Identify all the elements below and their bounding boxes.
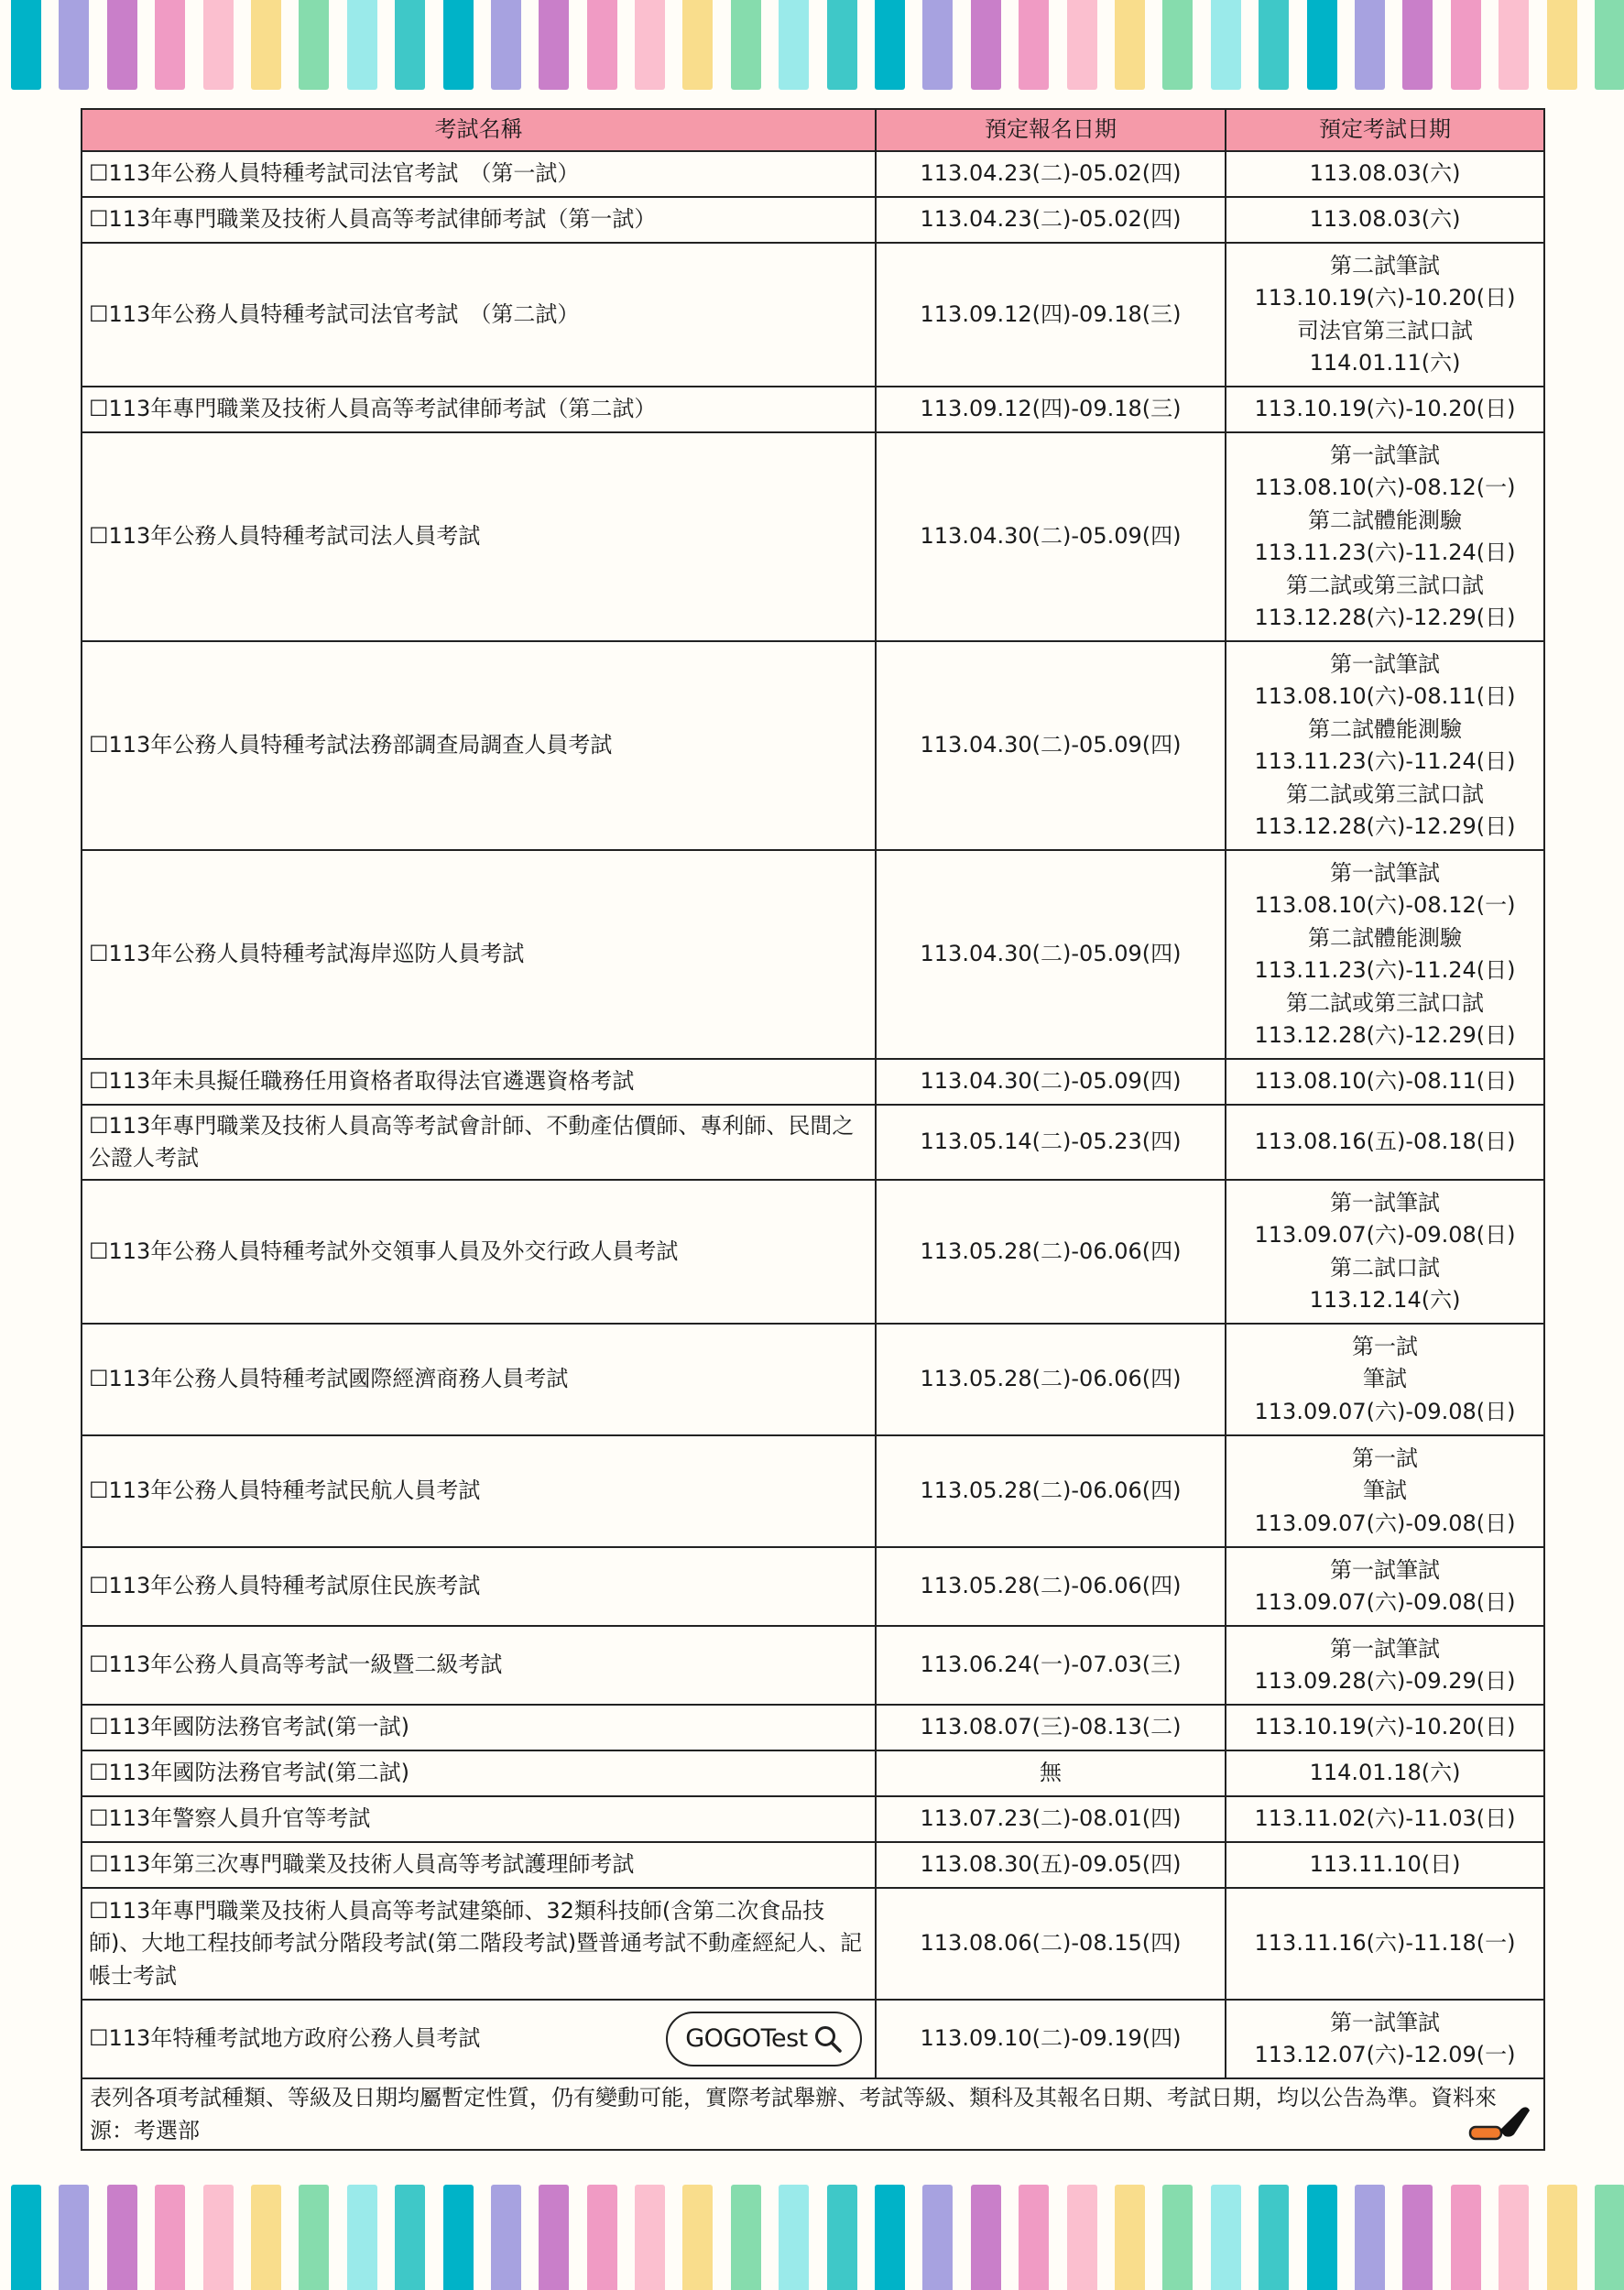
table-row bbox=[82, 1750, 1544, 1796]
exam-name: ☐113年專門職業及技術人員高等考試建築師、32類科技師(含第二次食品技師)、大地工程技師考試分階段考試(第二階段考試)暨普通考試不動產經紀人、記帳士考試 bbox=[89, 1897, 863, 1989]
exam-date-line: 113.11.02(六)-11.03(日) bbox=[1254, 1805, 1516, 1832]
exam-date-line: 113.11.23(六)-11.24(日) bbox=[1254, 540, 1516, 565]
exam-name-cell bbox=[82, 1842, 876, 1888]
decorative-stripe bbox=[1067, 2185, 1097, 2290]
decorative-stripe bbox=[1307, 0, 1337, 90]
decorative-stripe bbox=[1402, 0, 1433, 90]
exam-date-cell bbox=[1226, 197, 1544, 243]
table-row bbox=[82, 1105, 1544, 1180]
decorative-stripe bbox=[971, 0, 1001, 90]
exam-name: ☐113年公務人員特種考試法務部調查局調查人員考試 bbox=[89, 732, 613, 758]
exam-date-line: 第一試筆試 bbox=[1330, 1635, 1440, 1662]
registration-date: 無 bbox=[876, 1750, 1226, 1796]
decorative-stripe bbox=[587, 0, 617, 90]
header-exam-date: 預定考試日期 bbox=[1226, 109, 1544, 151]
exam-date-cell bbox=[1226, 1180, 1544, 1324]
decorative-stripe bbox=[635, 2185, 665, 2290]
decorative-stripe bbox=[11, 0, 41, 90]
exam-date-line: 113.08.03(六) bbox=[1309, 206, 1461, 233]
exam-date-line: 第一試筆試 bbox=[1330, 859, 1440, 886]
exam-date-line: 113.11.23(六)-11.24(日) bbox=[1254, 957, 1516, 983]
registration-date: 113.09.12(四)-09.18(三) bbox=[876, 387, 1226, 432]
pen-icon bbox=[1468, 2103, 1532, 2142]
registration-date: 113.08.30(五)-09.05(四) bbox=[876, 1842, 1226, 1888]
decorative-stripe bbox=[1211, 2185, 1241, 2290]
table-row bbox=[82, 151, 1544, 197]
exam-date-cell bbox=[1226, 243, 1544, 387]
exam-date-cell bbox=[1226, 1888, 1544, 2000]
decorative-stripe bbox=[922, 0, 953, 90]
decorative-stripe bbox=[875, 0, 905, 90]
exam-date-line: 第一試 bbox=[1352, 1445, 1418, 1471]
decorative-stripe bbox=[1547, 2185, 1577, 2290]
registration-date: 113.08.07(三)-08.13(二) bbox=[876, 1705, 1226, 1750]
exam-date-line: 113.10.19(六)-10.20(日) bbox=[1254, 1714, 1516, 1740]
exam-date-line: 113.09.07(六)-09.08(日) bbox=[1254, 1589, 1516, 1615]
decorative-stripe bbox=[1019, 2185, 1049, 2290]
exam-date-line: 第二試或第三試口試 bbox=[1286, 780, 1484, 807]
exam-date-cell bbox=[1226, 432, 1544, 641]
exam-name: ☐113年特種考試地方政府公務人員考試 bbox=[89, 2025, 481, 2052]
registration-date: 113.08.06(二)-08.15(四) bbox=[876, 1888, 1226, 2000]
exam-date-cell bbox=[1226, 1750, 1544, 1796]
decorative-stripe bbox=[1355, 2185, 1385, 2290]
decorative-stripe bbox=[1067, 0, 1097, 90]
exam-date-line: 113.09.07(六)-09.08(日) bbox=[1254, 1510, 1516, 1536]
decorative-stripe bbox=[59, 0, 89, 90]
decorative-stripe bbox=[443, 0, 474, 90]
exam-name: ☐113年公務人員特種考試海岸巡防人員考試 bbox=[89, 941, 525, 967]
registration-date: 113.07.23(二)-08.01(四) bbox=[876, 1796, 1226, 1842]
exam-name-cell bbox=[82, 641, 876, 850]
exam-date-line: 司法官第三試口試 bbox=[1297, 317, 1473, 344]
table-row bbox=[82, 1888, 1544, 2000]
decorative-stripe bbox=[347, 0, 377, 90]
exam-date-line: 第一試筆試 bbox=[1330, 2009, 1440, 2035]
exam-name-cell bbox=[82, 1750, 876, 1796]
registration-date: 113.04.30(二)-05.09(四) bbox=[876, 850, 1226, 1059]
top-stripe-border bbox=[0, 0, 1624, 92]
decorative-stripe bbox=[59, 2185, 89, 2290]
registration-date: 113.05.28(二)-06.06(四) bbox=[876, 1435, 1226, 1547]
exam-date-line: 113.08.16(五)-08.18(日) bbox=[1254, 1129, 1516, 1155]
registration-date: 113.05.28(二)-06.06(四) bbox=[876, 1547, 1226, 1626]
table-row bbox=[82, 387, 1544, 432]
exam-date-line: 第一試筆試 bbox=[1330, 650, 1440, 677]
decorative-stripe bbox=[1451, 2185, 1481, 2290]
decorative-stripe bbox=[587, 2185, 617, 2290]
decorative-stripe bbox=[635, 0, 665, 90]
logo-text: GOGOTest bbox=[685, 2024, 808, 2054]
bottom-stripe-border bbox=[0, 2185, 1624, 2290]
exam-date-line: 第二試口試 bbox=[1330, 1254, 1440, 1281]
exam-date-line: 113.11.23(六)-11.24(日) bbox=[1254, 748, 1516, 774]
registration-date: 113.04.23(二)-05.02(四) bbox=[876, 151, 1226, 197]
exam-name-cell bbox=[82, 197, 876, 243]
decorative-stripe bbox=[1499, 0, 1529, 90]
exam-date-cell bbox=[1226, 1435, 1544, 1547]
decorative-stripe bbox=[299, 2185, 329, 2290]
table-row bbox=[82, 1180, 1544, 1324]
table-row bbox=[82, 1796, 1544, 1842]
exam-date-cell bbox=[1226, 1547, 1544, 1626]
decorative-stripe bbox=[155, 0, 185, 90]
exam-date-line: 113.08.10(六)-08.11(日) bbox=[1254, 683, 1516, 709]
table-row bbox=[82, 1842, 1544, 1888]
exam-date-line: 113.12.14(六) bbox=[1309, 1287, 1461, 1313]
decorative-stripe bbox=[731, 2185, 761, 2290]
table-row bbox=[82, 1435, 1544, 1547]
table-row bbox=[82, 197, 1544, 243]
exam-date-line: 第一試筆試 bbox=[1330, 1556, 1440, 1583]
exam-date-line: 筆試 bbox=[1363, 1366, 1407, 1392]
magnifier-icon bbox=[813, 2024, 843, 2054]
exam-date-line: 113.09.07(六)-09.08(日) bbox=[1254, 1398, 1516, 1424]
table-row bbox=[82, 2000, 1544, 2078]
exam-name-cell bbox=[82, 2000, 876, 2078]
decorative-stripe bbox=[539, 2185, 569, 2290]
exam-name: ☐113年警察人員升官等考試 bbox=[89, 1805, 371, 1832]
decorative-stripe bbox=[1499, 2185, 1529, 2290]
exam-name: ☐113年專門職業及技術人員高等考試律師考試（第一試） bbox=[89, 206, 657, 233]
registration-date: 113.04.23(二)-05.02(四) bbox=[876, 197, 1226, 243]
note-row bbox=[82, 2078, 1544, 2150]
decorative-stripe bbox=[1595, 0, 1624, 90]
decorative-stripe bbox=[731, 0, 761, 90]
exam-date-line: 114.01.18(六) bbox=[1309, 1760, 1461, 1786]
exam-date-line: 113.12.28(六)-12.29(日) bbox=[1254, 1022, 1516, 1048]
decorative-stripe bbox=[1259, 2185, 1289, 2290]
exam-date-line: 113.09.07(六)-09.08(日) bbox=[1254, 1222, 1516, 1248]
decorative-stripe bbox=[251, 2185, 281, 2290]
registration-date: 113.05.28(二)-06.06(四) bbox=[876, 1180, 1226, 1324]
exam-date-line: 113.12.28(六)-12.29(日) bbox=[1254, 605, 1516, 630]
decorative-stripe bbox=[827, 0, 857, 90]
table-row bbox=[82, 432, 1544, 641]
exam-date-cell bbox=[1226, 2000, 1544, 2078]
exam-date-line: 第二試體能測驗 bbox=[1308, 507, 1462, 533]
decorative-stripe bbox=[1595, 2185, 1624, 2290]
exam-name: ☐113年未具擬任職務任用資格者取得法官遴選資格考試 bbox=[89, 1068, 635, 1095]
decorative-stripe bbox=[347, 2185, 377, 2290]
decorative-stripe bbox=[1019, 0, 1049, 90]
exam-name-cell bbox=[82, 1547, 876, 1626]
exam-name-cell bbox=[82, 1435, 876, 1547]
exam-name-cell bbox=[82, 1324, 876, 1435]
exam-date-line: 113.08.03(六) bbox=[1309, 160, 1461, 187]
exam-name: ☐113年公務人員特種考試原住民族考試 bbox=[89, 1573, 481, 1599]
decorative-stripe bbox=[1307, 2185, 1337, 2290]
exam-name: ☐113年國防法務官考試(第二試) bbox=[89, 1760, 410, 1786]
exam-name: ☐113年公務人員特種考試司法官考試 （第二試） bbox=[89, 300, 580, 327]
table-header-row bbox=[82, 109, 1544, 151]
decorative-stripe bbox=[682, 0, 713, 90]
decorative-stripe bbox=[299, 0, 329, 90]
exam-date-line: 113.08.10(六)-08.11(日) bbox=[1254, 1068, 1516, 1095]
decorative-stripe bbox=[395, 0, 425, 90]
exam-date-line: 第二試或第三試口試 bbox=[1286, 572, 1484, 598]
decorative-stripe bbox=[971, 2185, 1001, 2290]
exam-date-line: 第二試或第三試口試 bbox=[1286, 989, 1484, 1016]
note-cell bbox=[82, 2078, 1544, 2150]
exam-name: ☐113年公務人員特種考試外交領事人員及外交行政人員考試 bbox=[89, 1238, 679, 1264]
table-row bbox=[82, 850, 1544, 1059]
exam-name: ☐113年第三次專門職業及技術人員高等考試護理師考試 bbox=[89, 1851, 635, 1878]
table-row bbox=[82, 243, 1544, 387]
exam-name: ☐113年公務人員特種考試司法人員考試 bbox=[89, 523, 481, 550]
decorative-stripe bbox=[682, 2185, 713, 2290]
exam-date-line: 筆試 bbox=[1363, 1478, 1407, 1504]
table-row bbox=[82, 1059, 1544, 1105]
header-exam-name: 考試名稱 bbox=[82, 109, 876, 151]
exam-date-line: 113.11.10(日) bbox=[1309, 1851, 1461, 1878]
exam-date-cell bbox=[1226, 1105, 1544, 1180]
exam-name-cell bbox=[82, 1059, 876, 1105]
registration-date: 113.09.10(二)-09.19(四) bbox=[876, 2000, 1226, 2078]
exam-date-line: 第二試體能測驗 bbox=[1308, 924, 1462, 951]
decorative-stripe bbox=[491, 0, 521, 90]
decorative-stripe bbox=[107, 2185, 137, 2290]
table-row bbox=[82, 1626, 1544, 1705]
exam-date-line: 第二試體能測驗 bbox=[1308, 715, 1462, 742]
table-row bbox=[82, 1705, 1544, 1750]
exam-date-cell bbox=[1226, 1796, 1544, 1842]
decorative-stripe bbox=[779, 0, 809, 90]
decorative-stripe bbox=[443, 2185, 474, 2290]
exam-date-cell bbox=[1226, 1842, 1544, 1888]
exam-date-line: 114.01.11(六) bbox=[1309, 350, 1461, 376]
exam-name: ☐113年公務人員特種考試國際經濟商務人員考試 bbox=[89, 1366, 569, 1392]
exam-date-line: 113.10.19(六)-10.20(日) bbox=[1254, 285, 1516, 311]
decorative-stripe bbox=[875, 2185, 905, 2290]
exam-date-cell bbox=[1226, 641, 1544, 850]
table-row bbox=[82, 641, 1544, 850]
exam-name-cell bbox=[82, 151, 876, 197]
exam-date-line: 113.08.10(六)-08.12(一) bbox=[1254, 474, 1516, 500]
decorative-stripe bbox=[1211, 0, 1241, 90]
exam-date-cell bbox=[1226, 1705, 1544, 1750]
exam-name-cell bbox=[82, 1888, 876, 2000]
exam-date-cell bbox=[1226, 151, 1544, 197]
decorative-stripe bbox=[827, 2185, 857, 2290]
exam-name-cell bbox=[82, 1180, 876, 1324]
exam-date-cell bbox=[1226, 387, 1544, 432]
decorative-stripe bbox=[1115, 0, 1145, 90]
decorative-stripe bbox=[1115, 2185, 1145, 2290]
exam-date-cell bbox=[1226, 850, 1544, 1059]
exam-date-line: 113.11.16(六)-11.18(一) bbox=[1254, 1930, 1516, 1957]
exam-date-cell bbox=[1226, 1324, 1544, 1435]
exam-name: ☐113年公務人員特種考試民航人員考試 bbox=[89, 1478, 481, 1504]
header-registration-date: 預定報名日期 bbox=[876, 109, 1226, 151]
exam-date-line: 第一試筆試 bbox=[1330, 442, 1440, 468]
decorative-stripe bbox=[203, 0, 234, 90]
decorative-stripe bbox=[395, 2185, 425, 2290]
exam-name: ☐113年專門職業及技術人員高等考試會計師、不動產估價師、專利師、民間之公證人考試 bbox=[89, 1112, 855, 1171]
exam-name-cell bbox=[82, 387, 876, 432]
exam-name-cell bbox=[82, 1626, 876, 1705]
exam-name-cell bbox=[82, 243, 876, 387]
table-row bbox=[82, 1547, 1544, 1626]
exam-name: ☐113年公務人員特種考試司法官考試 （第一試） bbox=[89, 160, 580, 187]
table-row bbox=[82, 1324, 1544, 1435]
decorative-stripe bbox=[1355, 0, 1385, 90]
registration-date: 113.04.30(二)-05.09(四) bbox=[876, 1059, 1226, 1105]
exam-date-cell bbox=[1226, 1626, 1544, 1705]
decorative-stripe bbox=[1162, 0, 1193, 90]
exam-date-line: 113.12.07(六)-12.09(一) bbox=[1254, 2042, 1516, 2067]
decorative-stripe bbox=[779, 2185, 809, 2290]
registration-date: 113.09.12(四)-09.18(三) bbox=[876, 243, 1226, 387]
exam-name-cell bbox=[82, 1705, 876, 1750]
registration-date: 113.04.30(二)-05.09(四) bbox=[876, 432, 1226, 641]
exam-date-line: 113.08.10(六)-08.12(一) bbox=[1254, 892, 1516, 918]
exam-date-line: 113.09.28(六)-09.29(日) bbox=[1254, 1668, 1516, 1694]
exam-name: ☐113年國防法務官考試(第一試) bbox=[89, 1714, 410, 1740]
exam-date-line: 第一試筆試 bbox=[1330, 1189, 1440, 1216]
exam-schedule-table bbox=[81, 108, 1545, 2151]
exam-date-line: 第二試筆試 bbox=[1330, 252, 1440, 278]
decorative-stripe bbox=[1451, 0, 1481, 90]
exam-name-cell bbox=[82, 1105, 876, 1180]
registration-date: 113.05.14(二)-05.23(四) bbox=[876, 1105, 1226, 1180]
decorative-stripe bbox=[539, 0, 569, 90]
decorative-stripe bbox=[11, 2185, 41, 2290]
disclaimer-note: 表列各項考試種類、等級及日期均屬暫定性質，仍有變動可能，實際考試舉辦、考試等級、類科及其報名日期、考試日期，均以公告為準。資料來源：考選部 bbox=[90, 2085, 1497, 2143]
exam-name: ☐113年專門職業及技術人員高等考試律師考試（第二試） bbox=[89, 396, 657, 422]
gogotest-logo bbox=[666, 2012, 862, 2066]
exam-name: ☐113年公務人員高等考試一級暨二級考試 bbox=[89, 1652, 503, 1678]
exam-date-line: 113.12.28(六)-12.29(日) bbox=[1254, 813, 1516, 839]
decorative-stripe bbox=[107, 0, 137, 90]
decorative-stripe bbox=[922, 2185, 953, 2290]
exam-name-cell bbox=[82, 1796, 876, 1842]
registration-date: 113.04.30(二)-05.09(四) bbox=[876, 641, 1226, 850]
exam-date-line: 第一試 bbox=[1352, 1333, 1418, 1359]
registration-date: 113.06.24(一)-07.03(三) bbox=[876, 1626, 1226, 1705]
registration-date: 113.05.28(二)-06.06(四) bbox=[876, 1324, 1226, 1435]
decorative-stripe bbox=[491, 2185, 521, 2290]
exam-name-cell bbox=[82, 850, 876, 1059]
exam-date-cell bbox=[1226, 1059, 1544, 1105]
decorative-stripe bbox=[1547, 0, 1577, 90]
decorative-stripe bbox=[155, 2185, 185, 2290]
decorative-stripe bbox=[203, 2185, 234, 2290]
exam-date-line: 113.10.19(六)-10.20(日) bbox=[1254, 396, 1516, 422]
decorative-stripe bbox=[1402, 2185, 1433, 2290]
decorative-stripe bbox=[251, 0, 281, 90]
exam-name-cell bbox=[82, 432, 876, 641]
decorative-stripe bbox=[1162, 2185, 1193, 2290]
decorative-stripe bbox=[1259, 0, 1289, 90]
